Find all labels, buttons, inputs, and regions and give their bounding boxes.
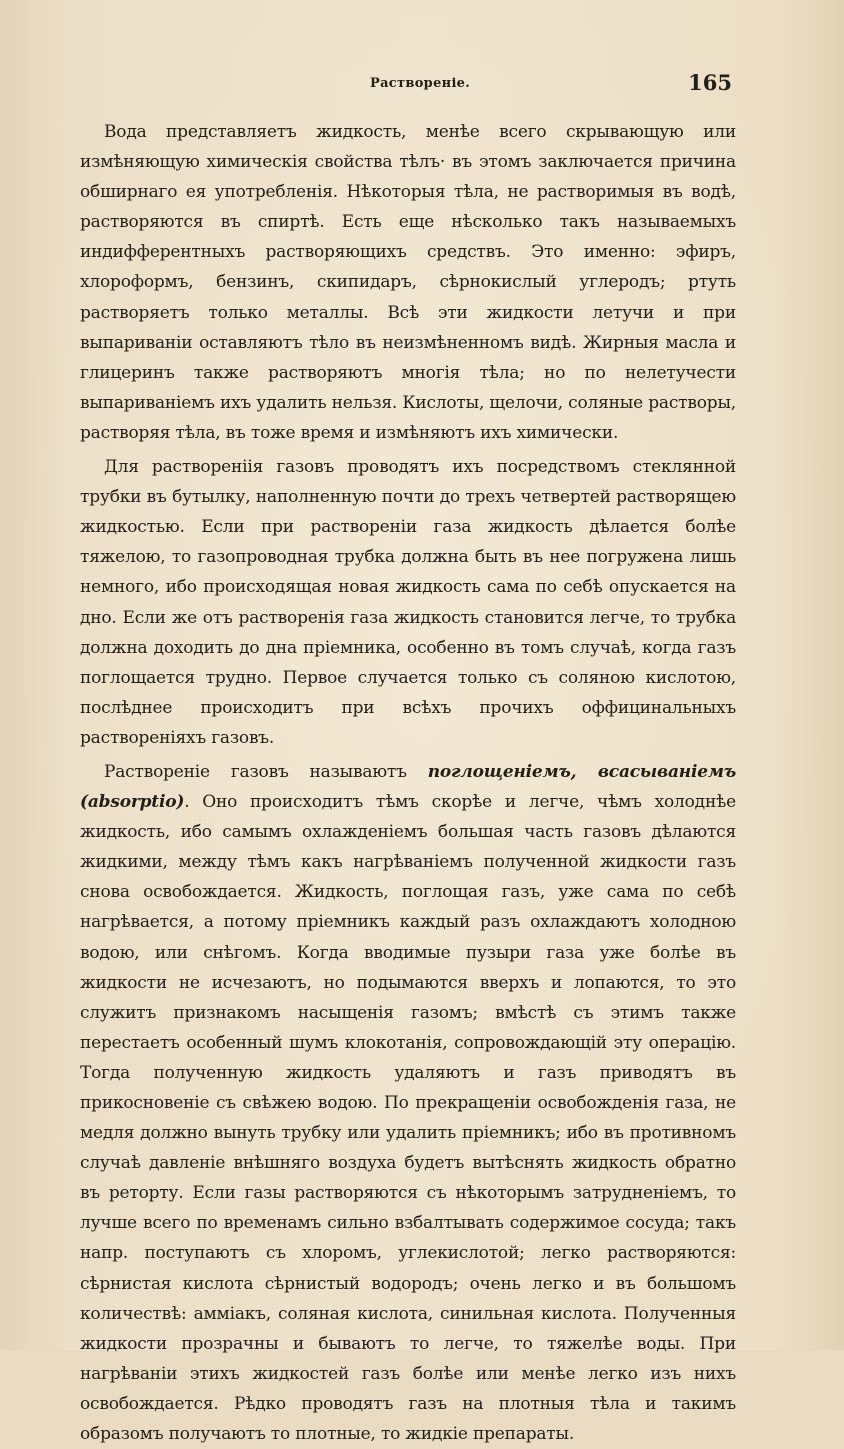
body-text	[80, 117, 736, 1449]
page-number: 165	[688, 70, 732, 95]
paragraph-water-solvent: Вода представляетъ жидкость, менѣе всего скрывающую или измѣняющую химическія свойства тѣлъ· въ этомъ заключается причина обширнаго ея употребленія. Нѣкоторыя тѣла, не растворимыя въ водѣ, растворяются въ спиртѣ. Есть еще нѣсколько такъ называемыхъ индифферентныхъ растворяющихъ средствъ. Это именно: эфиръ, хлороформъ, бензинъ, скипидаръ, сѣрнокислый углеродъ; ртуть растворяетъ только металлы. Всѣ эти жидкости летучи и при выпариваніи оставляютъ тѣло въ неизмѣненномъ видѣ. Жирныя масла и глицеринъ также растворяютъ многія тѣла; но по нелетучести выпариваніемъ ихъ удалить нельзя. Кислоты, щелочи, соляные растворы, растворяя тѣла, въ тоже время и измѣняютъ ихъ химически.	[80, 122, 736, 443]
absorption-term: поглощеніемъ, всасываніемъ (absorptio)	[80, 761, 736, 813]
running-head: Раствореніе.	[370, 76, 471, 91]
paragraph-gas-dissolution: Для раствореніія газовъ проводятъ ихъ посредствомъ стеклянной трубки въ бутылку, наполненную почти до трехъ четвертей растворящею жидкостью. Если при раствореніи газа жидкость дѣлается болѣе тяжелою, то газопроводная трубка должна быть въ нее погружена лишь немного, ибо происходящая новая жидкость сама по себѣ опускается на дно. Если же отъ растворенія газа жидкость становится легче, то трубка должна доходить до дна пріемника, особенно въ томъ случаѣ, когда газъ поглощается трудно. Первое случается только съ соляною кислотою, послѣднее происходитъ при всѣхъ прочихъ оффицинальныхъ раствореніяхъ газовъ.	[80, 457, 736, 748]
paragraph-absorption-rest: . Оно происходитъ тѣмъ скорѣе и легче, чѣмъ холоднѣе жидкость, ибо самымъ охлажденіемъ большая часть газовъ дѣлаются жидкими, между тѣмъ какъ нагрѣваніемъ полученной жидкости газъ снова освобождается. Жидкость, поглощая газъ, уже сама по себѣ нагрѣвается, а потому пріемникъ каждый разъ охлаждаютъ холодною водою, или снѣгомъ. Когда вводимые пузыри газа уже болѣе въ жидкости не исчезаютъ, но подымаются вверхъ и лопаются, то это служитъ признакомъ насыщенія газомъ; вмѣстѣ съ этимъ также перестаетъ особенный шумъ клокотанія, сопровождающій эту операцію. Тогда полученную жидкость удаляютъ и газъ приводятъ въ прикосновеніе съ свѣжею водою. По прекращеніи освобожденія газа, не медля должно вынуть трубку или удалить пріемникъ; ибо въ противномъ случаѣ давленіе внѣшняго воздуха будетъ вытѣснять жидкость обратно въ реторту. Если газы растворяются съ нѣкоторымъ затрудненіемъ, то лучше всего по временамъ сильно взбалтывать содержимое сосуда; такъ напр. поступаютъ съ хлоромъ, углекислотой; легко растворяются: сѣрнистая кислота сѣрнистый водородъ; очень легко и въ большомъ количествѣ: аммiакъ, соляная кислота, синильная кислота. Полученныя жидкости прозрачны и бываютъ то легче, то тяжелѣе воды. При нагрѣваніи этихъ жидкостей газъ болѣе или менѣе легко изъ нихъ освобождается. Рѣдко проводятъ газъ на плотныя тѣла и такимъ образомъ получаютъ то плотные, то жидкіе препараты.	[80, 792, 736, 1445]
paragraph-absorption	[80, 757, 736, 1449]
paragraph-absorption-start: Раствореніе газовъ называютъ	[104, 761, 428, 782]
